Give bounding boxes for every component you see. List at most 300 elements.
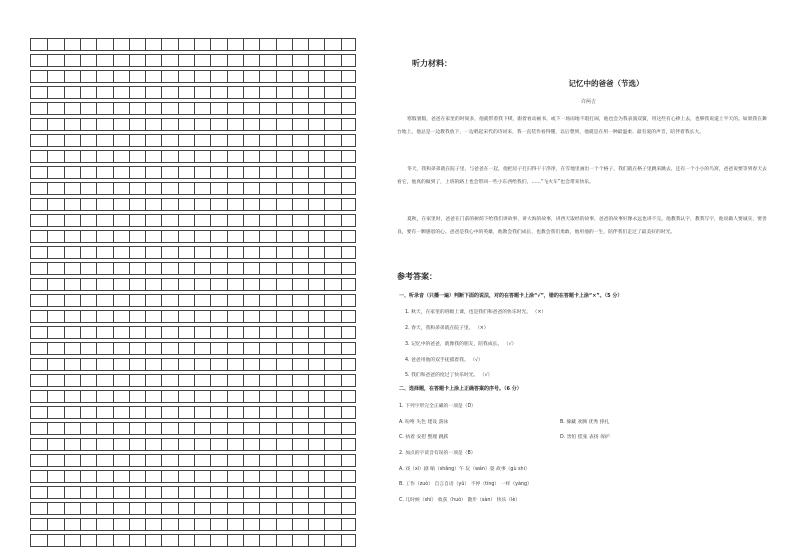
grid-cell-divider (324, 135, 325, 146)
grid-cell-divider (129, 375, 130, 386)
grid-cell-divider (259, 407, 260, 418)
grid-cell-divider (64, 471, 65, 482)
grid-cell-divider (292, 311, 293, 322)
passage-paragraph: 寒假暑假，爸爸在家里的时间多，他就带着我下棋，跟着看动画书，或下一场雨地不堪打闹，他也会为我表演双簧，用这些有心捧上去，也够我说道上半天的。如果我在舞台地上。他总是一边教我放下，一边唱起宋代的诗词来，我一直装作看得懂，以后想到，他就是在用一种最温柔、最有爱的声音，陪伴着我长大。 (397, 117, 767, 135)
grid-cell-divider (161, 407, 162, 418)
grid-cell-divider (276, 343, 277, 354)
grid-cell-divider (243, 183, 244, 194)
grid-cell-divider (324, 247, 325, 258)
grid-cell-divider (210, 439, 211, 450)
answer-item: 3. 记忆中的爸爸，就像我的朋友，陪我成长。 （√） (405, 342, 517, 347)
grid-cell-divider (80, 519, 81, 530)
grid-cell-divider (80, 55, 81, 66)
grid-cell-divider (145, 295, 146, 306)
grid-cell-divider (276, 39, 277, 50)
grid-cell-divider (194, 391, 195, 402)
grid-cell-divider (324, 263, 325, 274)
grid-cell-divider (341, 455, 342, 466)
grid-row (30, 38, 356, 51)
grid-cell-divider (161, 183, 162, 194)
grid-cell-divider (276, 535, 277, 546)
grid-cell-divider (292, 119, 293, 130)
grid-cell-divider (259, 391, 260, 402)
grid-cell-divider (194, 135, 195, 146)
option-b: B. 躲藏 欢腾 优秀 挣扎 (560, 420, 610, 425)
grid-cell-divider (47, 455, 48, 466)
grid-cell-divider (47, 391, 48, 402)
grid-cell-divider (276, 295, 277, 306)
grid-cell-divider (64, 247, 65, 258)
grid-cell-divider (194, 359, 195, 370)
grid-cell-divider (341, 87, 342, 98)
grid-cell-divider (96, 503, 97, 514)
grid-cell-divider (145, 119, 146, 130)
grid-cell-divider (324, 311, 325, 322)
grid-cell-divider (227, 135, 228, 146)
grid-cell-divider (194, 215, 195, 226)
grid-cell-divider (80, 343, 81, 354)
grid-cell-divider (129, 455, 130, 466)
grid-cell-divider (145, 199, 146, 210)
grid-cell-divider (243, 167, 244, 178)
grid-cell-divider (276, 55, 277, 66)
grid-cell-divider (96, 39, 97, 50)
grid-cell-divider (113, 247, 114, 258)
grid-cell-divider (113, 519, 114, 530)
grid-cell-divider (210, 119, 211, 130)
grid-cell-divider (194, 295, 195, 306)
grid-cell-divider (113, 263, 114, 274)
grid-cell-divider (113, 535, 114, 546)
grid-cell-divider (292, 183, 293, 194)
grid-cell-divider (210, 375, 211, 386)
answer-item: 2. 春天，我和弟弟就在院子里。 （×） (405, 326, 489, 331)
grid-cell-divider (308, 119, 309, 130)
grid-cell-divider (178, 535, 179, 546)
grid-cell-divider (64, 359, 65, 370)
grid-cell-divider (227, 391, 228, 402)
grid-cell-divider (292, 87, 293, 98)
grid-cell-divider (341, 407, 342, 418)
grid-cell-divider (292, 535, 293, 546)
grid-row (30, 246, 356, 259)
grid-cell-divider (308, 503, 309, 514)
grid-cell-divider (80, 375, 81, 386)
grid-cell-divider (292, 471, 293, 482)
grid-cell-divider (227, 103, 228, 114)
grid-cell-divider (113, 135, 114, 146)
grid-cell-divider (96, 263, 97, 274)
grid-cell-divider (259, 359, 260, 370)
grid-cell-divider (243, 455, 244, 466)
grid-cell-divider (161, 295, 162, 306)
grid-cell-divider (113, 55, 114, 66)
grid-cell-divider (161, 439, 162, 450)
grid-cell-divider (64, 71, 65, 82)
grid-cell-divider (227, 231, 228, 242)
grid-cell-divider (243, 135, 244, 146)
grid-cell-divider (161, 487, 162, 498)
grid-cell-divider (341, 151, 342, 162)
grid-cell-divider (243, 439, 244, 450)
grid-cell-divider (243, 519, 244, 530)
grid-cell-divider (113, 439, 114, 450)
grid-cell-divider (308, 375, 309, 386)
grid-cell-divider (96, 119, 97, 130)
grid-cell-divider (129, 279, 130, 290)
grid-cell-divider (80, 247, 81, 258)
grid-cell-divider (145, 375, 146, 386)
grid-cell-divider (194, 199, 195, 210)
grid-cell-divider (96, 103, 97, 114)
grid-cell-divider (210, 215, 211, 226)
grid-cell-divider (145, 535, 146, 546)
grid-row (30, 438, 356, 451)
grid-cell-divider (80, 423, 81, 434)
grid-cell-divider (324, 487, 325, 498)
grid-cell-divider (178, 39, 179, 50)
grid-row (30, 374, 356, 387)
grid-cell-divider (113, 295, 114, 306)
grid-cell-divider (129, 439, 130, 450)
grid-cell-divider (178, 119, 179, 130)
grid-cell-divider (292, 215, 293, 226)
grid-cell-divider (259, 199, 260, 210)
grid-cell-divider (64, 167, 65, 178)
grid-cell-divider (96, 519, 97, 530)
grid-cell-divider (194, 423, 195, 434)
passage-paragraph: 冬天，我和弟弟就在院子里，与爸爸在一起，他把房子打扫得干干净净，在雪地里画出一个个格子，我们就在格子里跳来跳去，还有一个小小的鸟窝，爸爸说要等到春天去看它，他真的做到了，上班的路上也会带回一些小东西给我们，……“飞火车”也会带来快乐。 (397, 167, 767, 185)
grid-cell-divider (161, 71, 162, 82)
grid-cell-divider (178, 215, 179, 226)
grid-cell-divider (341, 487, 342, 498)
grid-cell-divider (96, 167, 97, 178)
grid-cell-divider (161, 167, 162, 178)
grid-cell-divider (243, 359, 244, 370)
grid-cell-divider (243, 407, 244, 418)
grid-cell-divider (324, 295, 325, 306)
grid-cell-divider (259, 215, 260, 226)
grid-cell-divider (80, 439, 81, 450)
grid-cell-divider (96, 311, 97, 322)
grid-cell-divider (96, 135, 97, 146)
grid-cell-divider (113, 231, 114, 242)
grid-cell-divider (210, 359, 211, 370)
grid-cell-divider (161, 311, 162, 322)
grid-cell-divider (210, 295, 211, 306)
question-2: 2. 加点的字读音有误的一项是（B） (399, 451, 476, 456)
grid-cell-divider (210, 455, 211, 466)
grid-cell-divider (243, 503, 244, 514)
grid-cell-divider (259, 183, 260, 194)
grid-cell-divider (243, 231, 244, 242)
grid-cell-divider (259, 55, 260, 66)
grid-cell-divider (178, 439, 179, 450)
grid-cell-divider (259, 263, 260, 274)
grid-cell-divider (210, 55, 211, 66)
grid-cell-divider (129, 215, 130, 226)
option-c: C. 执着 安慰 整理 跳跃 (399, 435, 449, 440)
grid-cell-divider (276, 87, 277, 98)
grid-cell-divider (80, 151, 81, 162)
grid-cell-divider (96, 359, 97, 370)
grid-cell-divider (276, 471, 277, 482)
grid-cell-divider (113, 151, 114, 162)
grid-cell-divider (341, 215, 342, 226)
grid-cell-divider (80, 199, 81, 210)
grid-cell-divider (96, 247, 97, 258)
answer-item: 5. 我们和爸爸的度过了快乐时光。 （√） (405, 373, 493, 378)
grid-cell-divider (243, 263, 244, 274)
grid-cell-divider (161, 423, 162, 434)
grid-cell-divider (276, 311, 277, 322)
grid-cell-divider (324, 183, 325, 194)
grid-cell-divider (227, 423, 228, 434)
grid-cell-divider (324, 423, 325, 434)
grid-cell-divider (47, 87, 48, 98)
grid-cell-divider (341, 39, 342, 50)
grid-cell-divider (227, 215, 228, 226)
grid-cell-divider (292, 231, 293, 242)
grid-cell-divider (145, 215, 146, 226)
grid-cell-divider (64, 439, 65, 450)
grid-cell-divider (129, 39, 130, 50)
grid-cell-divider (129, 183, 130, 194)
grid-cell-divider (227, 263, 228, 274)
grid-cell-divider (145, 311, 146, 322)
grid-cell-divider (145, 487, 146, 498)
grid-cell-divider (259, 151, 260, 162)
grid-cell-divider (259, 87, 260, 98)
grid-cell-divider (324, 343, 325, 354)
grid-cell-divider (324, 279, 325, 290)
grid-cell-divider (80, 279, 81, 290)
grid-cell-divider (292, 167, 293, 178)
grid-cell-divider (96, 327, 97, 338)
grid-cell-divider (113, 39, 114, 50)
grid-cell-divider (178, 55, 179, 66)
grid-cell-divider (145, 471, 146, 482)
grid-cell-divider (276, 167, 277, 178)
grid-cell-divider (64, 231, 65, 242)
grid-cell-divider (227, 535, 228, 546)
grid-cell-divider (64, 375, 65, 386)
grid-row (30, 294, 356, 307)
grid-cell-divider (194, 279, 195, 290)
grid-cell-divider (80, 487, 81, 498)
grid-cell-divider (64, 327, 65, 338)
grid-cell-divider (194, 375, 195, 386)
grid-cell-divider (276, 151, 277, 162)
grid-cell-divider (308, 183, 309, 194)
grid-cell-divider (161, 343, 162, 354)
grid-cell-divider (308, 39, 309, 50)
grid-cell-divider (276, 103, 277, 114)
grid-cell-divider (243, 311, 244, 322)
grid-cell-divider (113, 455, 114, 466)
grid-cell-divider (324, 167, 325, 178)
grid-cell-divider (292, 391, 293, 402)
grid-cell-divider (129, 503, 130, 514)
grid-cell-divider (178, 135, 179, 146)
grid-cell-divider (276, 375, 277, 386)
grid-row (30, 342, 356, 355)
grid-cell-divider (113, 311, 114, 322)
grid-cell-divider (178, 247, 179, 258)
grid-cell-divider (96, 471, 97, 482)
grid-cell-divider (64, 311, 65, 322)
grid-cell-divider (47, 119, 48, 130)
grid-cell-divider (145, 343, 146, 354)
grid-cell-divider (292, 55, 293, 66)
grid-cell-divider (145, 263, 146, 274)
grid-cell-divider (276, 119, 277, 130)
grid-cell-divider (96, 439, 97, 450)
grid-cell-divider (243, 103, 244, 114)
grid-cell-divider (341, 295, 342, 306)
grid-cell-divider (324, 103, 325, 114)
grid-cell-divider (276, 423, 277, 434)
grid-cell-divider (47, 263, 48, 274)
grid-cell-divider (259, 167, 260, 178)
grid-cell-divider (194, 471, 195, 482)
grid-cell-divider (129, 519, 130, 530)
grid-cell-divider (341, 231, 342, 242)
grid-cell-divider (259, 455, 260, 466)
grid-cell-divider (292, 279, 293, 290)
grid-cell-divider (210, 471, 211, 482)
grid-cell-divider (308, 327, 309, 338)
grid-cell-divider (243, 327, 244, 338)
grid-cell-divider (227, 359, 228, 370)
grid-cell-divider (178, 311, 179, 322)
grid-cell-divider (96, 231, 97, 242)
grid-cell-divider (259, 71, 260, 82)
grid-cell-divider (96, 71, 97, 82)
grid-cell-divider (178, 167, 179, 178)
grid-cell-divider (243, 39, 244, 50)
grid-cell-divider (259, 535, 260, 546)
grid-cell-divider (64, 295, 65, 306)
grid-cell-divider (113, 503, 114, 514)
grid-cell-divider (308, 423, 309, 434)
grid-cell-divider (292, 487, 293, 498)
grid-cell-divider (129, 135, 130, 146)
grid-cell-divider (47, 231, 48, 242)
grid-cell-divider (96, 279, 97, 290)
grid-cell-divider (210, 167, 211, 178)
grid-cell-divider (129, 487, 130, 498)
grid-cell-divider (64, 87, 65, 98)
grid-cell-divider (227, 295, 228, 306)
grid-cell-divider (341, 135, 342, 146)
grid-cell-divider (210, 71, 211, 82)
grid-cell-divider (178, 103, 179, 114)
grid-cell-divider (96, 151, 97, 162)
grid-cell-divider (47, 311, 48, 322)
grid-cell-divider (129, 535, 130, 546)
grid-cell-divider (276, 183, 277, 194)
grid-cell-divider (227, 487, 228, 498)
grid-cell-divider (178, 391, 179, 402)
grid-cell-divider (292, 359, 293, 370)
grid-cell-divider (178, 503, 179, 514)
grid-cell-divider (259, 119, 260, 130)
grid-row (30, 198, 356, 211)
grid-cell-divider (324, 407, 325, 418)
grid-cell-divider (324, 327, 325, 338)
grid-cell-divider (178, 183, 179, 194)
grid-cell-divider (145, 247, 146, 258)
grid-cell-divider (243, 279, 244, 290)
grid-cell-divider (145, 183, 146, 194)
grid-cell-divider (96, 199, 97, 210)
grid-cell-divider (227, 71, 228, 82)
grid-cell-divider (292, 135, 293, 146)
grid-cell-divider (292, 503, 293, 514)
grid-cell-divider (341, 391, 342, 402)
grid-cell-divider (227, 183, 228, 194)
grid-cell-divider (64, 503, 65, 514)
grid-cell-divider (308, 71, 309, 82)
grid-cell-divider (145, 503, 146, 514)
grid-cell-divider (194, 503, 195, 514)
grid-cell-divider (308, 135, 309, 146)
grid-cell-divider (161, 215, 162, 226)
grid-cell-divider (178, 407, 179, 418)
grid-cell-divider (113, 407, 114, 418)
grid-cell-divider (194, 119, 195, 130)
grid-cell-divider (292, 247, 293, 258)
grid-cell-divider (113, 359, 114, 370)
grid-cell-divider (161, 39, 162, 50)
passage-author: 许两吉 (581, 99, 597, 105)
option-a: A. 吩咐 失色 建设 游泳 (399, 420, 449, 425)
grid-cell-divider (145, 359, 146, 370)
grid-cell-divider (341, 71, 342, 82)
grid-cell-divider (80, 295, 81, 306)
grid-row (30, 326, 356, 339)
grid-cell-divider (47, 359, 48, 370)
grid-cell-divider (161, 199, 162, 210)
grid-cell-divider (161, 519, 162, 530)
grid-cell-divider (178, 263, 179, 274)
grid-cell-divider (194, 535, 195, 546)
grid-cell-divider (64, 119, 65, 130)
grid-row (30, 422, 356, 435)
grid-cell-divider (129, 231, 130, 242)
grid-cell-divider (276, 71, 277, 82)
grid-cell-divider (194, 343, 195, 354)
grid-cell-divider (96, 343, 97, 354)
grid-cell-divider (113, 423, 114, 434)
grid-cell-divider (243, 471, 244, 482)
grid-cell-divider (210, 199, 211, 210)
section-2-title: 二、选择题，在答题卡上涂上正确答案的序号。（6 分） (399, 386, 522, 392)
grid-cell-divider (129, 391, 130, 402)
option-c: C. 几时候（shí） 收获（huò） 散步（sàn） 快乐（lè） (399, 498, 521, 503)
grid-cell-divider (178, 375, 179, 386)
grid-cell-divider (64, 151, 65, 162)
grid-cell-divider (341, 343, 342, 354)
grid-cell-divider (80, 471, 81, 482)
grid-cell-divider (324, 119, 325, 130)
grid-cell-divider (113, 119, 114, 130)
grid-cell-divider (227, 311, 228, 322)
grid-cell-divider (194, 407, 195, 418)
grid-cell-divider (276, 231, 277, 242)
grid-cell-divider (324, 39, 325, 50)
